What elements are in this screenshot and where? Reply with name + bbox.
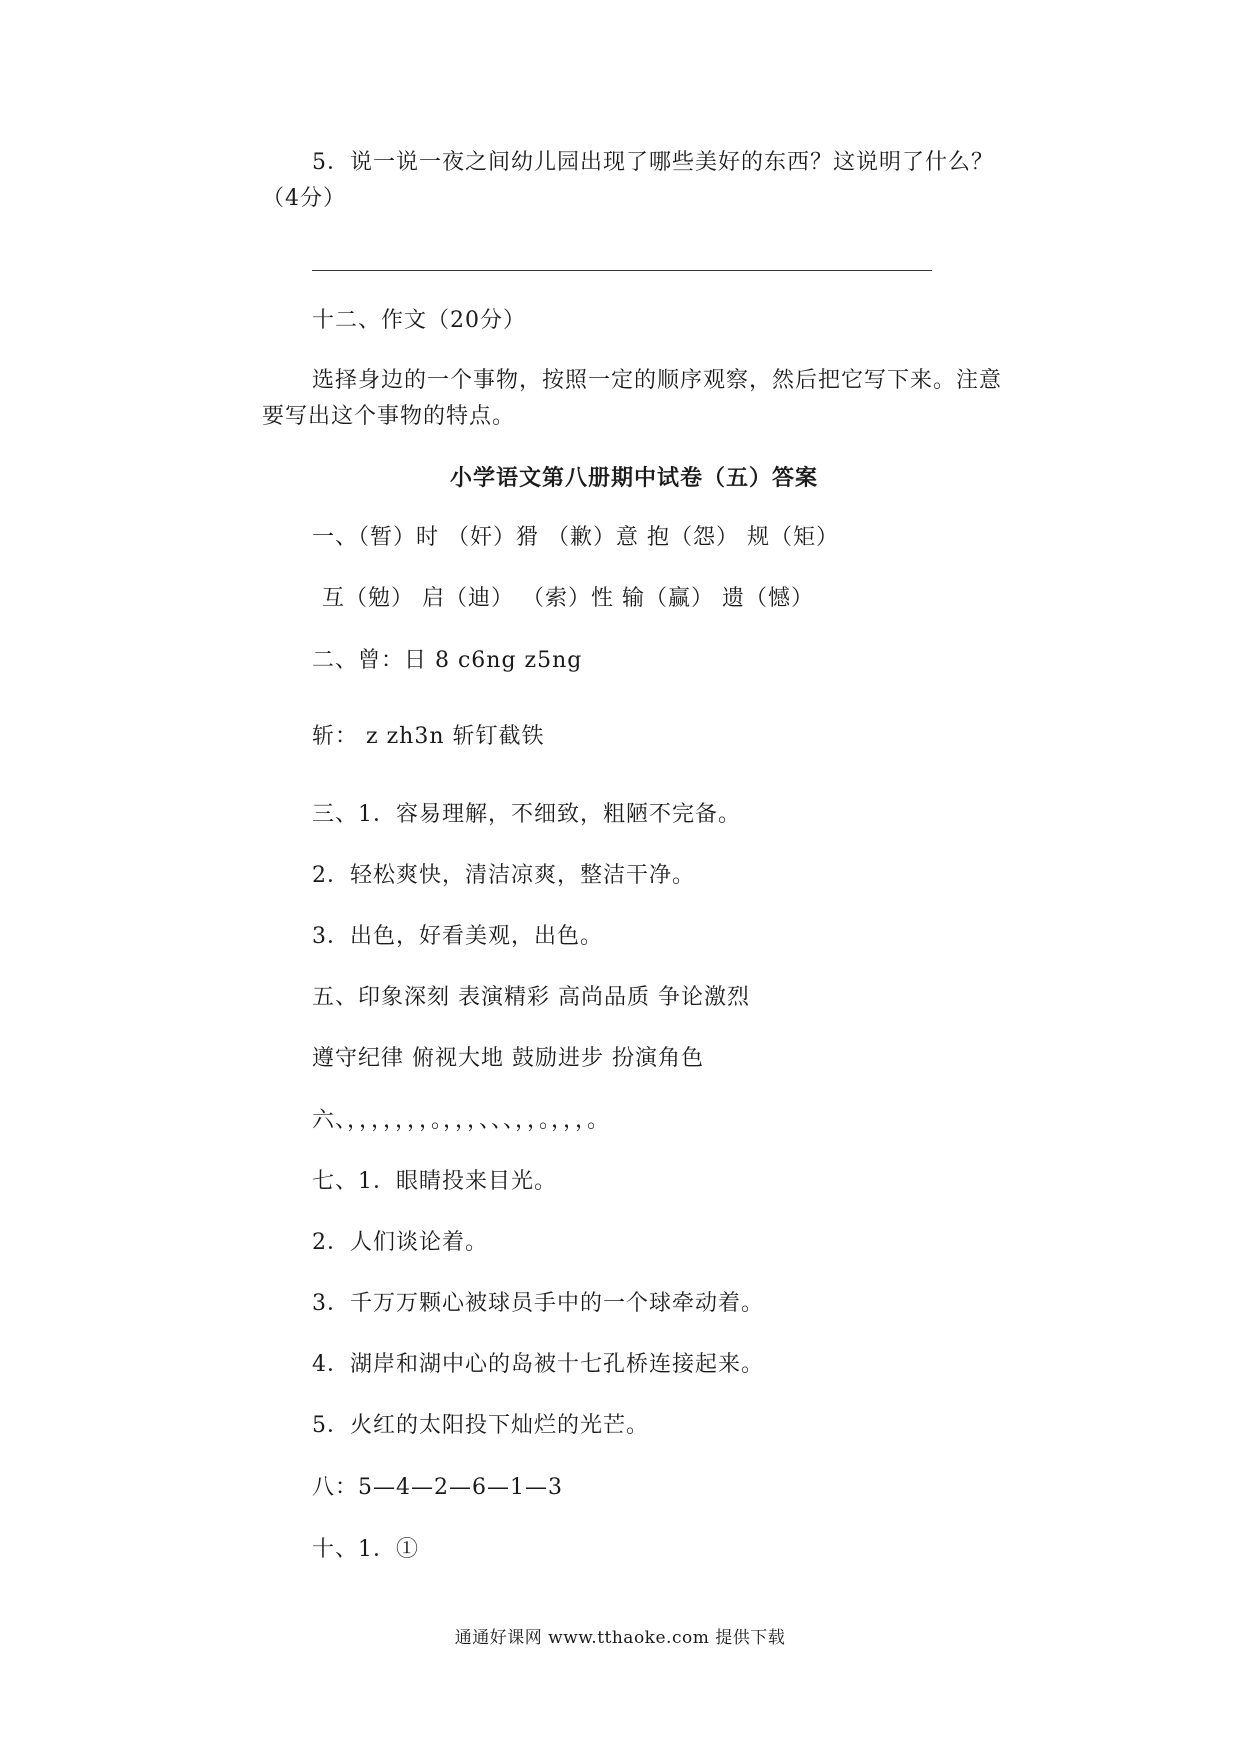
answer-section-1-line-2: 互（勉） 启（迪） （索）性 输（赢） 遗（憾） (322, 586, 814, 611)
answer-section-7-item-5: 5．火红的太阳投下灿烂的光芒。 (312, 1413, 649, 1438)
composition-heading: 十二、作文（20分） (312, 308, 526, 333)
composition-prompt-line-2: 要写出这个事物的特点。 (262, 404, 516, 429)
answer-section-5-line-1: 五、印象深刻 表演精彩 高尚品质 争论激烈 (312, 985, 750, 1010)
answer-section-3-item-2: 2．轻松爽快，清洁凉爽，整洁干净。 (312, 863, 695, 888)
answer-section-6: 六、，，，，，，，。，，，、、、，，。，，，。 (312, 1108, 611, 1133)
answer-section-10: 十、1．① (312, 1537, 419, 1562)
answer-section-7-item-2: 2．人们谈论着。 (312, 1230, 488, 1255)
question-5-line-2: （4分） (262, 186, 346, 211)
answer-section-7-item-1: 七、1．眼睛投来目光。 (312, 1169, 557, 1194)
answer-section-7-item-4: 4．湖岸和湖中心的岛被十七孔桥连接起来。 (312, 1352, 764, 1377)
answer-section-3-item-3: 3．出色，好看美观，出色。 (312, 924, 603, 949)
answer-key-title: 小学语文第八册期中试卷（五）答案 (450, 465, 819, 491)
answer-section-5-line-2: 遵守纪律 俯视大地 鼓励进步 扮演角色 (312, 1046, 704, 1071)
answer-section-2-line-1: 二、曾：日 8 c6ng z5ng (312, 648, 583, 673)
answer-section-7-item-3: 3．千万万颗心被球员手中的一个球牵动着。 (312, 1291, 764, 1316)
answer-section-3-item-1: 三、1．容易理解，不细致，粗陋不完备。 (312, 802, 741, 827)
answer-section-8: 八：5—4—2—6—1—3 (312, 1475, 563, 1500)
footer-download-note: 通通好课网 www.tthaoke.com 提供下载 (454, 1628, 786, 1648)
question-5-line-1: 5．说一说一夜之间幼儿园出现了哪些美好的东西？这说明了什么？ (312, 150, 994, 175)
composition-prompt-line-1: 选择身边的一个事物，按照一定的顺序观察，然后把它写下来。注意 (312, 368, 1003, 393)
answer-blank-line (312, 270, 932, 271)
answer-section-1-line-1: 一、（暂）时 （奸）猾 （歉）意 抱（怨） 规（矩） (312, 525, 839, 550)
answer-section-2-line-2: 斩： z zh3n 斩钉截铁 (312, 724, 545, 749)
